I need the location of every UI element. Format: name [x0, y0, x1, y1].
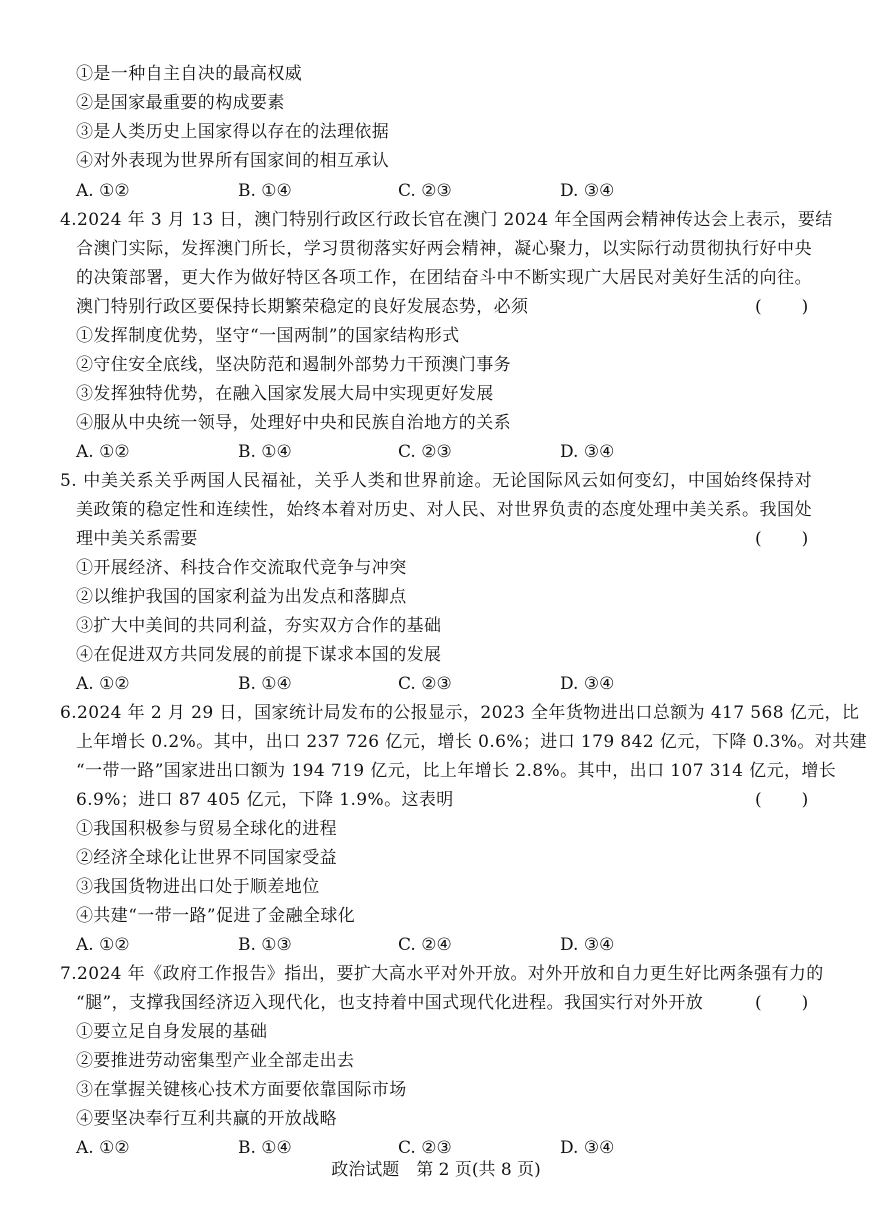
choice-c: C. ②④: [398, 935, 452, 955]
choice-b: B. ①④: [238, 1138, 292, 1158]
question-stem-line: 5. 中美关系关乎两国人民福祉，关乎人类和世界前途。无论国际风云如何变幻，中国始终保持对: [60, 471, 812, 491]
page-footer: 政治试题 第 2 页(共 8 页): [331, 1160, 541, 1180]
choice-b: B. ①④: [238, 442, 292, 462]
option-1: ①是一种自主自决的最高权威: [76, 64, 303, 84]
choice-a: A. ①②: [76, 181, 130, 201]
question-stem-line: 4.2024 年 3 月 13 日，澳门特别行政区行政长官在澳门 2024 年全国两会精神传达会上表示，要结: [60, 210, 833, 230]
option-1: ①开展经济、科技合作交流取代竞争与冲突: [76, 558, 407, 578]
choice-a: A. ①②: [76, 935, 130, 955]
question-stem-line: 7.2024 年《政府工作报告》指出，要扩大高水平对外开放。对外开放和自力更生好比两条强有力的: [60, 964, 824, 984]
choice-b: B. ①④: [238, 181, 292, 201]
question-stem-line: 6.9%；进口 87 405 亿元，下降 1.9%。这表明: [76, 790, 454, 810]
choice-b: B. ①③: [238, 935, 292, 955]
question-stem-line: “腿”，支撑我国经济迈入现代化，也支持着中国式现代化进程。我国实行对外开放: [76, 993, 704, 1013]
choice-c: C. ②③: [398, 442, 452, 462]
option-2: ②要推进劳动密集型产业全部走出去: [76, 1051, 355, 1071]
option-2: ②守住安全底线，坚决防范和遏制外部势力干预澳门事务: [76, 355, 511, 375]
answer-bracket: ( ): [755, 790, 811, 810]
option-2: ②以维护我国的国家利益为出发点和落脚点: [76, 587, 407, 607]
option-3: ③是人类历史上国家得以存在的法理依据: [76, 122, 390, 142]
choice-b: B. ①④: [238, 674, 292, 694]
choice-d: D. ③④: [560, 674, 615, 694]
choice-c: C. ②③: [398, 674, 452, 694]
question-stem-line: “一带一路”国家进出口额为 194 719 亿元，比上年增长 2.8%。其中，出口 107 314 亿元，增长: [76, 761, 837, 781]
answer-bracket: ( ): [755, 529, 811, 549]
option-1: ①要立足自身发展的基础: [76, 1022, 268, 1042]
option-3: ③扩大中美间的共同利益，夯实双方合作的基础: [76, 616, 442, 636]
choice-d: D. ③④: [560, 181, 615, 201]
choice-d: D. ③④: [560, 935, 615, 955]
option-1: ①发挥制度优势，坚守“一国两制”的国家结构形式: [76, 326, 460, 346]
choice-c: C. ②③: [398, 1138, 452, 1158]
option-3: ③在掌握关键核心技术方面要依靠国际市场: [76, 1080, 407, 1100]
option-4: ④在促进双方共同发展的前提下谋求本国的发展: [76, 645, 442, 665]
option-3: ③我国货物进出口处于顺差地位: [76, 877, 320, 897]
question-stem-line: 的决策部署，更大作为做好特区各项工作，在团结奋斗中不断实现广大居民对美好生活的向往。: [76, 268, 812, 288]
choice-d: D. ③④: [560, 1138, 615, 1158]
answer-bracket: ( ): [755, 993, 811, 1013]
option-4: ④服从中央统一领导，处理好中央和民族自治地方的关系: [76, 413, 511, 433]
question-stem-line: 6.2024 年 2 月 29 日，国家统计局发布的公报显示，2023 全年货物进出口总额为 417 568 亿元，比: [60, 703, 860, 723]
option-3: ③发挥独特优势，在融入国家发展大局中实现更好发展: [76, 384, 494, 404]
question-stem-line: 上年增长 0.2%。其中，出口 237 726 亿元，增长 0.6%；进口 179 842 亿元，下降 0.3%。对共建: [76, 732, 867, 752]
question-stem-line: 美政策的稳定性和连续性，始终本着对历史、对人民、对世界负责的态度处理中美关系。我国处: [76, 500, 812, 520]
option-2: ②是国家最重要的构成要素: [76, 93, 285, 113]
choice-d: D. ③④: [560, 442, 615, 462]
option-1: ①我国积极参与贸易全球化的进程: [76, 819, 337, 839]
option-4: ④共建“一带一路”促进了金融全球化: [76, 906, 356, 926]
choice-a: A. ①②: [76, 674, 130, 694]
question-stem-line: 合澳门实际，发挥澳门所长，学习贯彻落实好两会精神，凝心聚力，以实际行动贯彻执行好中央: [76, 239, 812, 259]
question-stem-line: 理中美关系需要: [76, 529, 198, 549]
option-4: ④要坚决奉行互利共赢的开放战略: [76, 1109, 337, 1129]
option-2: ②经济全球化让世界不同国家受益: [76, 848, 337, 868]
choice-a: A. ①②: [76, 1138, 130, 1158]
choice-c: C. ②③: [398, 181, 452, 201]
option-4: ④对外表现为世界所有国家间的相互承认: [76, 151, 390, 171]
question-stem-line: 澳门特别行政区要保持长期繁荣稳定的良好发展态势，必须: [76, 297, 529, 317]
answer-bracket: ( ): [755, 297, 811, 317]
choice-a: A. ①②: [76, 442, 130, 462]
